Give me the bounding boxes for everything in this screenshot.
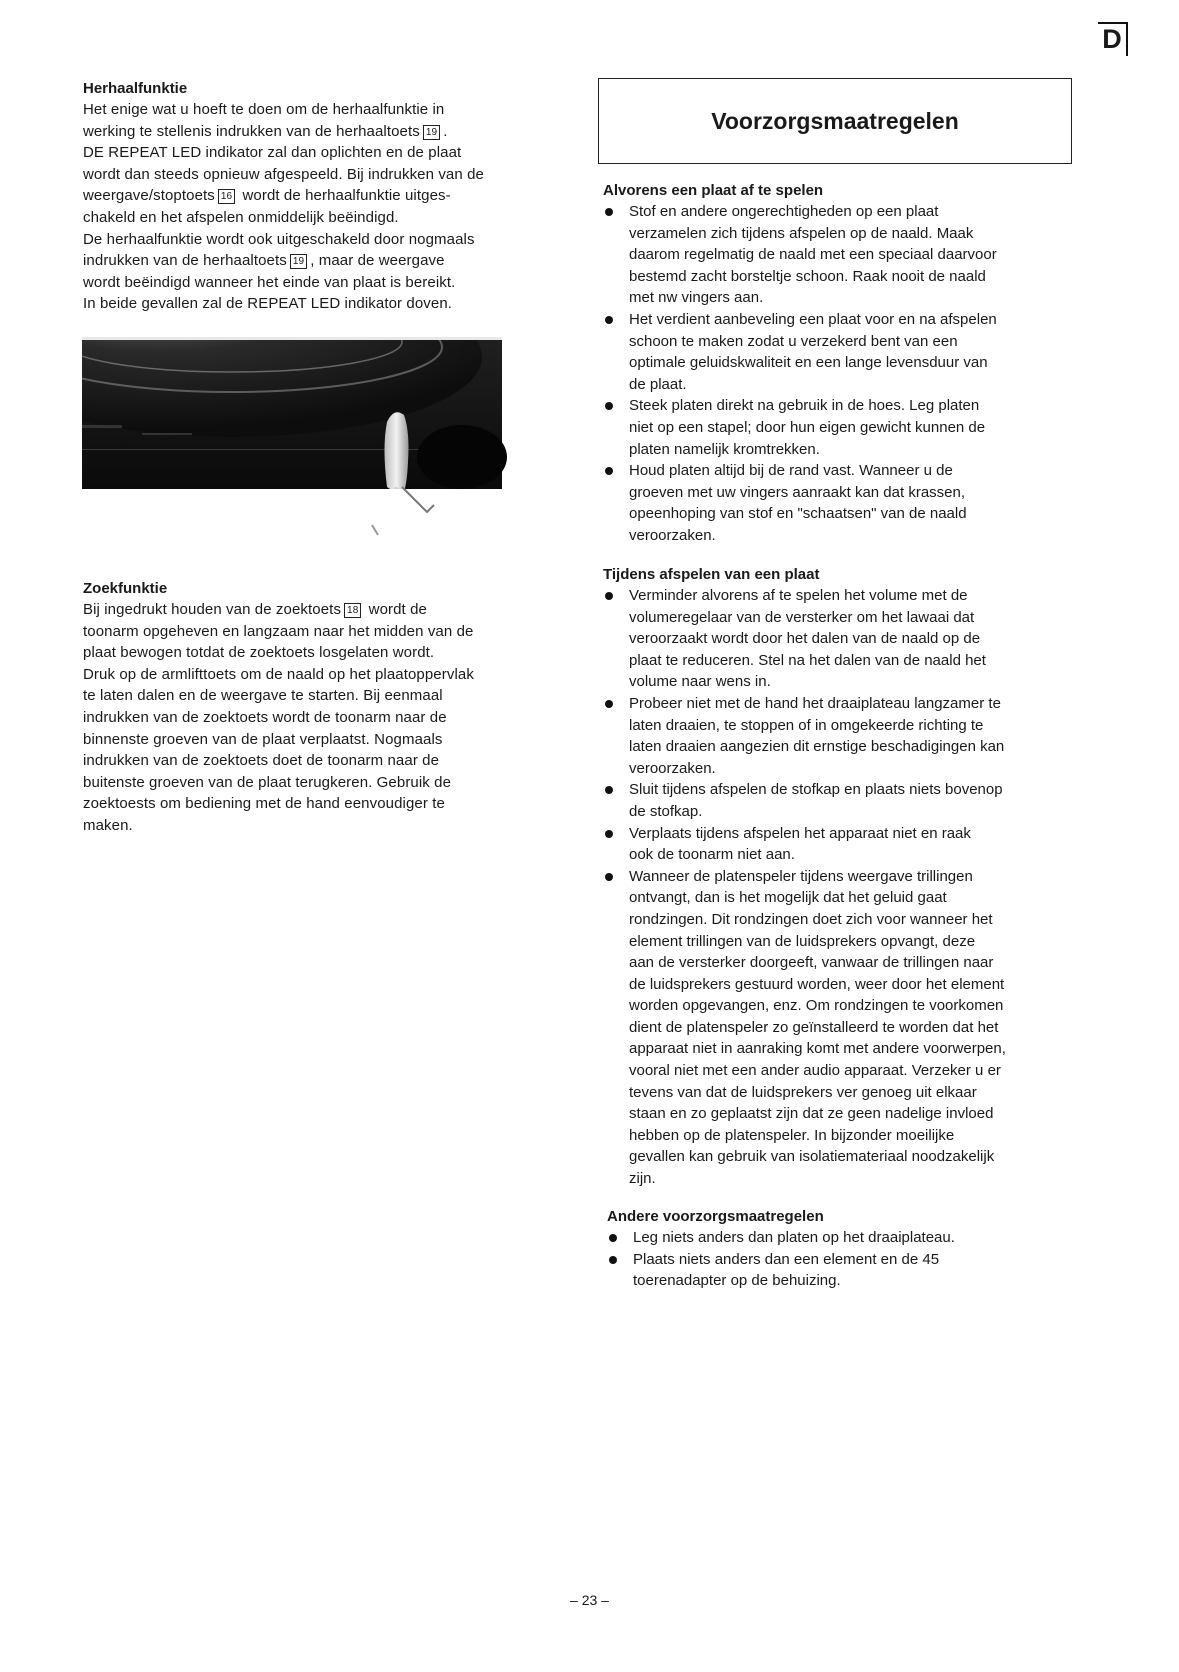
bullet-icon — [609, 1256, 617, 1264]
search-line — [83, 685, 543, 707]
search-text: maken. — [83, 816, 133, 834]
list-item-line: niet op een stapel; door hun eigen gewicht kunnen de — [629, 418, 986, 436]
search-line — [83, 599, 543, 621]
list-item-line: element trillingen van de luidsprekers opvangt, deze — [629, 932, 976, 950]
list-item-line: ook de toonarm niet aan. — [629, 846, 795, 864]
list-item-line: Steek platen direkt na gebruik in de hoes. Leg platen — [629, 397, 980, 415]
bullet-icon — [605, 830, 613, 838]
list-item-line: hebben op de platenspeler. In bijzonder moeilijke — [629, 1126, 955, 1144]
list-item-line: Het verdient aanbeveling een plaat voor en na afspelen — [629, 310, 997, 328]
repeat-text: werking te stellenis indrukken van de herhaaltoets — [83, 122, 420, 140]
repeat-section — [83, 78, 543, 315]
repeat-line — [83, 207, 543, 229]
list-item-line: de plaat. — [629, 375, 687, 393]
search-text: binnenste groeven van de plaat verplaatst. Nogmaals — [83, 730, 443, 748]
list-item — [603, 201, 1093, 309]
repeat-line — [83, 229, 543, 251]
search-text: Bij ingedrukt houden van de zoektoets — [83, 601, 342, 618]
list-item-line: aan de versterker doorgeeft, vanwaar de trillingen naar — [629, 954, 994, 972]
list-item-line: bestemd zacht borsteltje schoon. Raak nooit de naald — [629, 267, 986, 285]
list-item-line: worden opgevangen, enz. Om rondzingen te voorkomen — [629, 997, 1004, 1015]
bullet-icon — [605, 592, 613, 600]
repeat-text: chakeld en het afspelen onmiddelijk beëindigd. — [83, 208, 399, 226]
list-item — [603, 460, 1093, 546]
key-number-label: 16 — [218, 189, 235, 204]
bullet-icon — [605, 873, 613, 881]
repeat-text: DE REPEAT LED indikator zal dan oplichten en de plaat — [83, 144, 462, 162]
before-play-section — [603, 180, 1093, 547]
list-item-line: Verplaats tijdens afspelen het apparaat niet en raak — [629, 824, 971, 842]
search-line — [83, 707, 543, 729]
language-badge: D — [1098, 22, 1128, 56]
repeat-text: In beide gevallen zal de REPEAT LED indikator doven. — [83, 295, 453, 313]
repeat-line — [83, 272, 543, 294]
list-item-line: rondzingen. Dit rondzingen doet zich voor wanneer het — [629, 910, 993, 928]
repeat-text: . — [443, 122, 448, 140]
list-item-line: toerenadapter op de behuizing. — [633, 1272, 841, 1290]
bullet-icon — [605, 208, 613, 216]
list-item — [607, 1249, 1093, 1292]
key-number-label: 19 — [290, 254, 307, 269]
list-item-line: daarom regelmatig de naald met een speciaal daarvoor — [629, 246, 997, 264]
list-item-line: optimale geluidskwaliteit en een lange levensduur van — [629, 354, 988, 372]
list-item-line: laten draaien, te stoppen of in omgekeerde richting te — [629, 716, 984, 734]
other-heading: Andere voorzorgsmaatregelen — [607, 1208, 824, 1225]
list-item-line: Houd platen altijd bij de rand vast. Wanneer u de — [629, 462, 953, 480]
key-number-label: 19 — [423, 125, 440, 140]
list-item — [603, 309, 1093, 395]
bullet-icon — [605, 316, 613, 324]
before-play-heading: Alvorens een plaat af te spelen — [603, 182, 824, 199]
repeat-text: De herhaalfunktie wordt ook uitgeschakeld door nogmaals — [83, 230, 475, 248]
list-item-line: tevens van dat de luidsprekers ver genoeg uit elkaar — [629, 1083, 977, 1101]
list-item-line: Leg niets anders dan platen op het draaiplateau. — [633, 1229, 955, 1246]
list-item-line: groeven met uw vingers aanraakt kan dat krassen, — [629, 483, 966, 501]
list-item-line: zijn. — [629, 1170, 656, 1188]
list-item — [607, 1227, 1093, 1249]
repeat-text: wordt de herhaalfunktie uitges- — [238, 187, 451, 205]
search-text: wordt de — [364, 601, 427, 618]
search-text: buitenste groeven van de plaat terugkeren. Gebruik de — [83, 773, 452, 791]
search-text: Druk op de armlifttoets om de naald op het plaatoppervlak — [83, 665, 474, 683]
repeat-text: wordt beëindigd wanneer het einde van plaat is bereikt. — [83, 273, 456, 291]
list-item-line: Plaats niets anders dan een element en de 45 — [633, 1250, 940, 1268]
title-box — [598, 78, 1072, 164]
other-precautions-section — [603, 1206, 1093, 1292]
bullet-icon — [605, 467, 613, 475]
list-item-line: de luidsprekers gestuurd worden, weer door het element — [629, 975, 1005, 993]
list-item-line: staan en zo geplaatst zijn dat ze geen nadelige invloed — [629, 1105, 994, 1123]
search-section — [83, 578, 543, 837]
list-item-line: Sluit tijdens afspelen de stofkap en plaats niets bovenop — [629, 781, 1003, 799]
repeat-line — [83, 250, 543, 272]
search-line — [83, 793, 543, 815]
list-item-line: dient de platenspeler zo geïnstalleerd te worden dat het — [629, 1018, 999, 1036]
list-item-line: Verminder alvorens af te spelen het volume met de — [629, 587, 968, 604]
repeat-text: wordt dan steeds opnieuw afgespeeld. Bij indrukken van de — [83, 165, 484, 183]
search-text: toonarm opgeheven en langzaam naar het midden van de — [83, 622, 474, 640]
repeat-heading: Herhaalfunktie — [83, 80, 188, 97]
repeat-line — [83, 164, 543, 186]
turntable-photo — [82, 337, 534, 552]
list-item-line: schoon te maken zodat u verzekerd bent van een — [629, 332, 958, 350]
search-line — [83, 642, 543, 664]
during-play-heading: Tijdens afspelen van een plaat — [603, 566, 820, 583]
list-item-line: de stofkap. — [629, 802, 703, 820]
search-line — [83, 621, 543, 643]
repeat-line — [83, 293, 543, 315]
repeat-line — [83, 185, 543, 207]
during-play-list — [603, 585, 1093, 1190]
repeat-text: Het enige wat u hoeft te doen om de herhaalfunktie in — [83, 101, 445, 118]
before-play-list — [603, 201, 1093, 547]
list-item-line: plaat te reduceren. Stel na het dalen van de naald het — [629, 651, 986, 669]
repeat-line — [83, 121, 543, 143]
search-text: plaat bewogen totdat de zoektoets losgelaten wordt. — [83, 644, 435, 662]
list-item-line: veroorzaken. — [629, 526, 716, 544]
list-item-line: verzamelen zich tijdens afspelen op de naald. Maak — [629, 224, 974, 242]
list-item-line: volumeregelaar van de versterker om het lawaai dat — [629, 608, 975, 626]
search-text: te laten dalen en de weergave te starten. Bij eenmaal — [83, 687, 443, 705]
list-item-line: veroorzaakt wordt door het dalen van de naald op de — [629, 630, 981, 648]
repeat-text: , maar de weergave — [310, 252, 445, 270]
list-item-line: opeenhoping van stof en "schaatsen" van de naald — [629, 505, 967, 523]
key-number-label: 18 — [344, 603, 361, 618]
bullet-icon — [605, 402, 613, 410]
repeat-line — [83, 99, 543, 121]
list-item-line: gevallen kan gebruik van isolatiemateriaal noodzakelijk — [629, 1148, 995, 1166]
search-heading: Zoekfunktie — [83, 580, 168, 597]
search-text: zoektoests om bediening met de hand eenvoudiger te — [83, 795, 445, 813]
list-item — [603, 866, 1093, 1190]
search-text: indrukken van de zoektoets doet de toonarm naar de — [83, 752, 440, 770]
turntable-photo-image — [82, 337, 534, 552]
page-number: – 23 – — [570, 1592, 609, 1608]
search-line — [83, 664, 543, 686]
list-item-line: Wanneer de platenspeler tijdens weergave trillingen — [629, 867, 973, 885]
list-item-line: platen namelijk kromtrekken. — [629, 440, 820, 458]
search-line — [83, 815, 543, 837]
list-item — [603, 585, 1093, 693]
list-item — [603, 693, 1093, 779]
other-list — [603, 1227, 1093, 1292]
search-text: indrukken van de zoektoets wordt de toonarm naar de — [83, 708, 447, 726]
search-line — [83, 750, 543, 772]
bullet-icon — [609, 1234, 617, 1242]
list-item-line: Probeer niet met de hand het draaiplateau langzamer te — [629, 694, 1001, 712]
bullet-icon — [605, 700, 613, 708]
list-item-line: met nw vingers aan. — [629, 289, 764, 307]
list-item-line: apparaat niet in aanraking komt met andere voorwerpen, — [629, 1040, 1006, 1058]
list-item-line: volume naar wens in. — [629, 673, 771, 691]
repeat-line — [83, 142, 543, 164]
list-item — [603, 395, 1093, 460]
search-body — [83, 599, 543, 837]
repeat-text: weergave/stoptoets — [83, 187, 215, 205]
search-line — [83, 772, 543, 794]
list-item-line: veroorzaken. — [629, 759, 716, 777]
list-item — [603, 779, 1093, 822]
list-item-line: ontvangt, dan is het mogelijk dat het geluid gaat — [629, 889, 947, 907]
repeat-body — [83, 99, 543, 315]
list-item — [603, 823, 1093, 866]
repeat-text: indrukken van de herhaaltoets — [83, 252, 287, 270]
list-item-line: laten draaien aangezien dit ernstige beschadigingen kan — [629, 738, 1005, 756]
list-item-line: vooral niet met een ander audio apparaat. Verzeker u er — [629, 1062, 1001, 1080]
page-title: Voorzorgsmaatregelen — [711, 107, 959, 134]
bullet-icon — [605, 786, 613, 794]
search-line — [83, 729, 543, 751]
list-item-line: Stof en andere ongerechtigheden op een plaat — [629, 203, 939, 220]
during-play-section — [603, 564, 1093, 1190]
